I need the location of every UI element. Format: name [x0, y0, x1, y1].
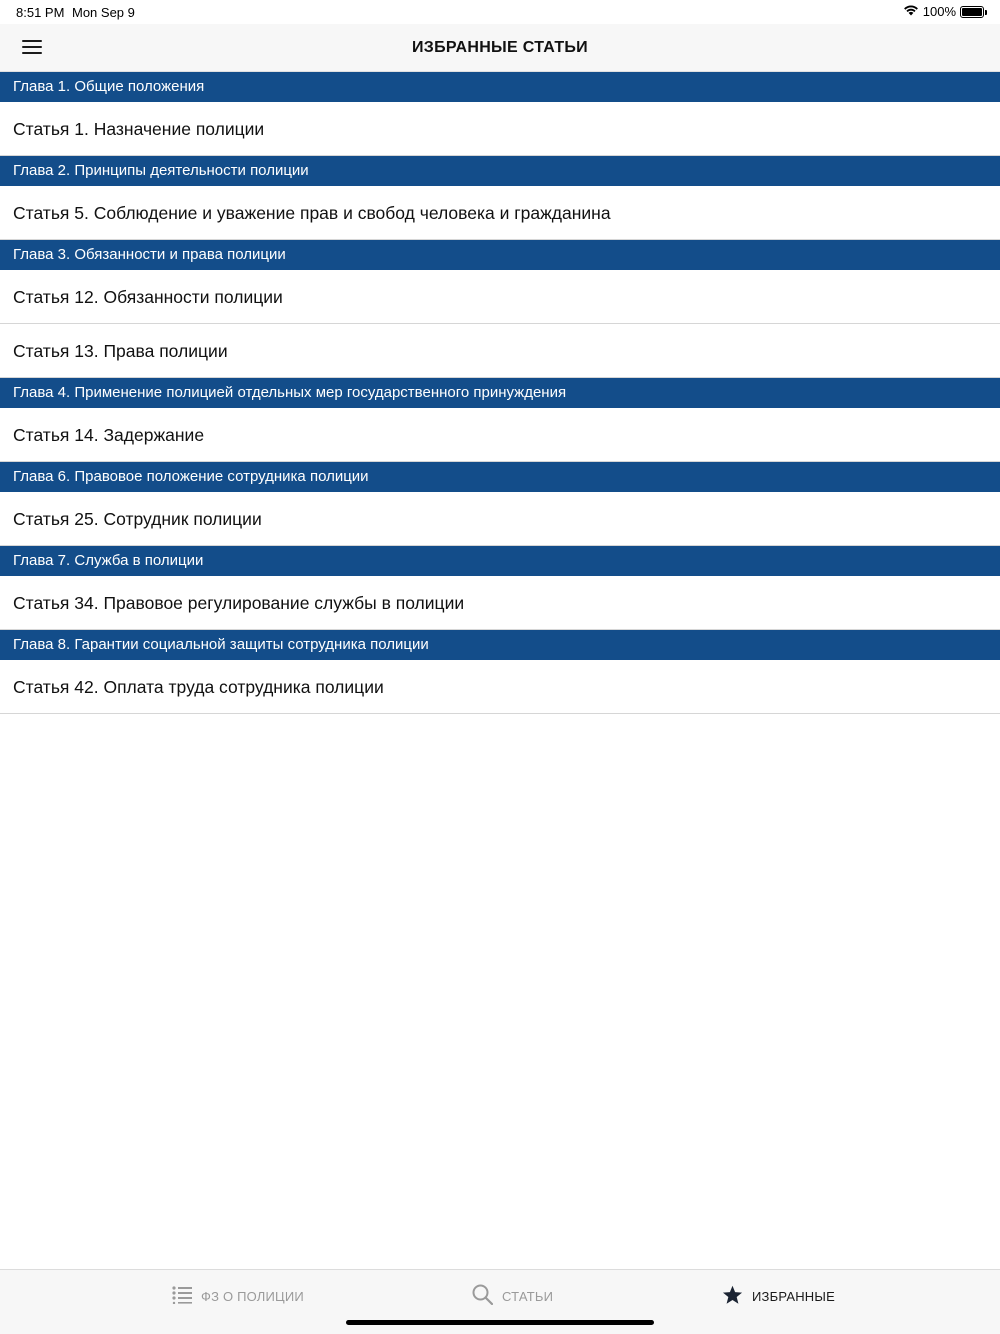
section-header-7: Глава 7. Служба в полиции	[0, 546, 1000, 576]
tab-law-label: ФЗ О ПОЛИЦИИ	[201, 1288, 304, 1304]
status-right	[903, 4, 984, 19]
status-bar	[0, 0, 1000, 24]
article-row[interactable]: Статья 34. Правовое регулирование службы в полиции	[0, 576, 1000, 630]
section-header-3: Глава 3. Обязанности и права полиции	[0, 240, 1000, 270]
section-header-2: Глава 2. Принципы деятельности полиции	[0, 156, 1000, 186]
article-row[interactable]: Статья 25. Сотрудник полиции	[0, 492, 1000, 546]
navigation-bar	[0, 24, 1000, 72]
tab-articles[interactable]	[472, 1284, 553, 1308]
home-indicator	[346, 1320, 654, 1325]
section-header-4: Глава 4. Применение полицией отдельных мер государственного принуждения	[0, 378, 1000, 408]
article-row[interactable]: Статья 14. Задержание	[0, 408, 1000, 462]
article-row[interactable]: Статья 5. Соблюдение и уважение прав и свобод человека и гражданина	[0, 186, 1000, 240]
section-header-8: Глава 8. Гарантии социальной защиты сотрудника полиции	[0, 630, 1000, 660]
battery-percent: 100%	[922, 4, 956, 19]
page-title: ИЗБРАННЫЕ СТАТЬИ	[412, 39, 588, 56]
status-time: 8:51 PM	[16, 5, 65, 20]
section-header-6: Глава 6. Правовое положение сотрудника полиции	[0, 462, 1000, 492]
article-row[interactable]: Статья 13. Права полиции	[0, 324, 1000, 378]
star-icon	[722, 1285, 743, 1308]
tab-favorites-label: ИЗБРАННЫЕ	[752, 1288, 835, 1304]
status-date: Mon Sep 9	[72, 5, 135, 20]
favorites-list	[0, 72, 1000, 714]
tab-law[interactable]	[172, 1284, 304, 1308]
list-icon	[172, 1286, 192, 1307]
battery-icon	[960, 6, 984, 18]
search-icon	[472, 1284, 493, 1308]
section-header-1: Глава 1. Общие положения	[0, 72, 1000, 102]
wifi-icon	[903, 4, 919, 19]
article-row[interactable]: Статья 12. Обязанности полиции	[0, 270, 1000, 324]
tab-articles-label: СТАТЬИ	[502, 1288, 554, 1304]
article-row[interactable]: Статья 1. Назначение полиции	[0, 102, 1000, 156]
article-row[interactable]: Статья 42. Оплата труда сотрудника полиции	[0, 660, 1000, 714]
tab-favorites[interactable]	[722, 1284, 835, 1308]
